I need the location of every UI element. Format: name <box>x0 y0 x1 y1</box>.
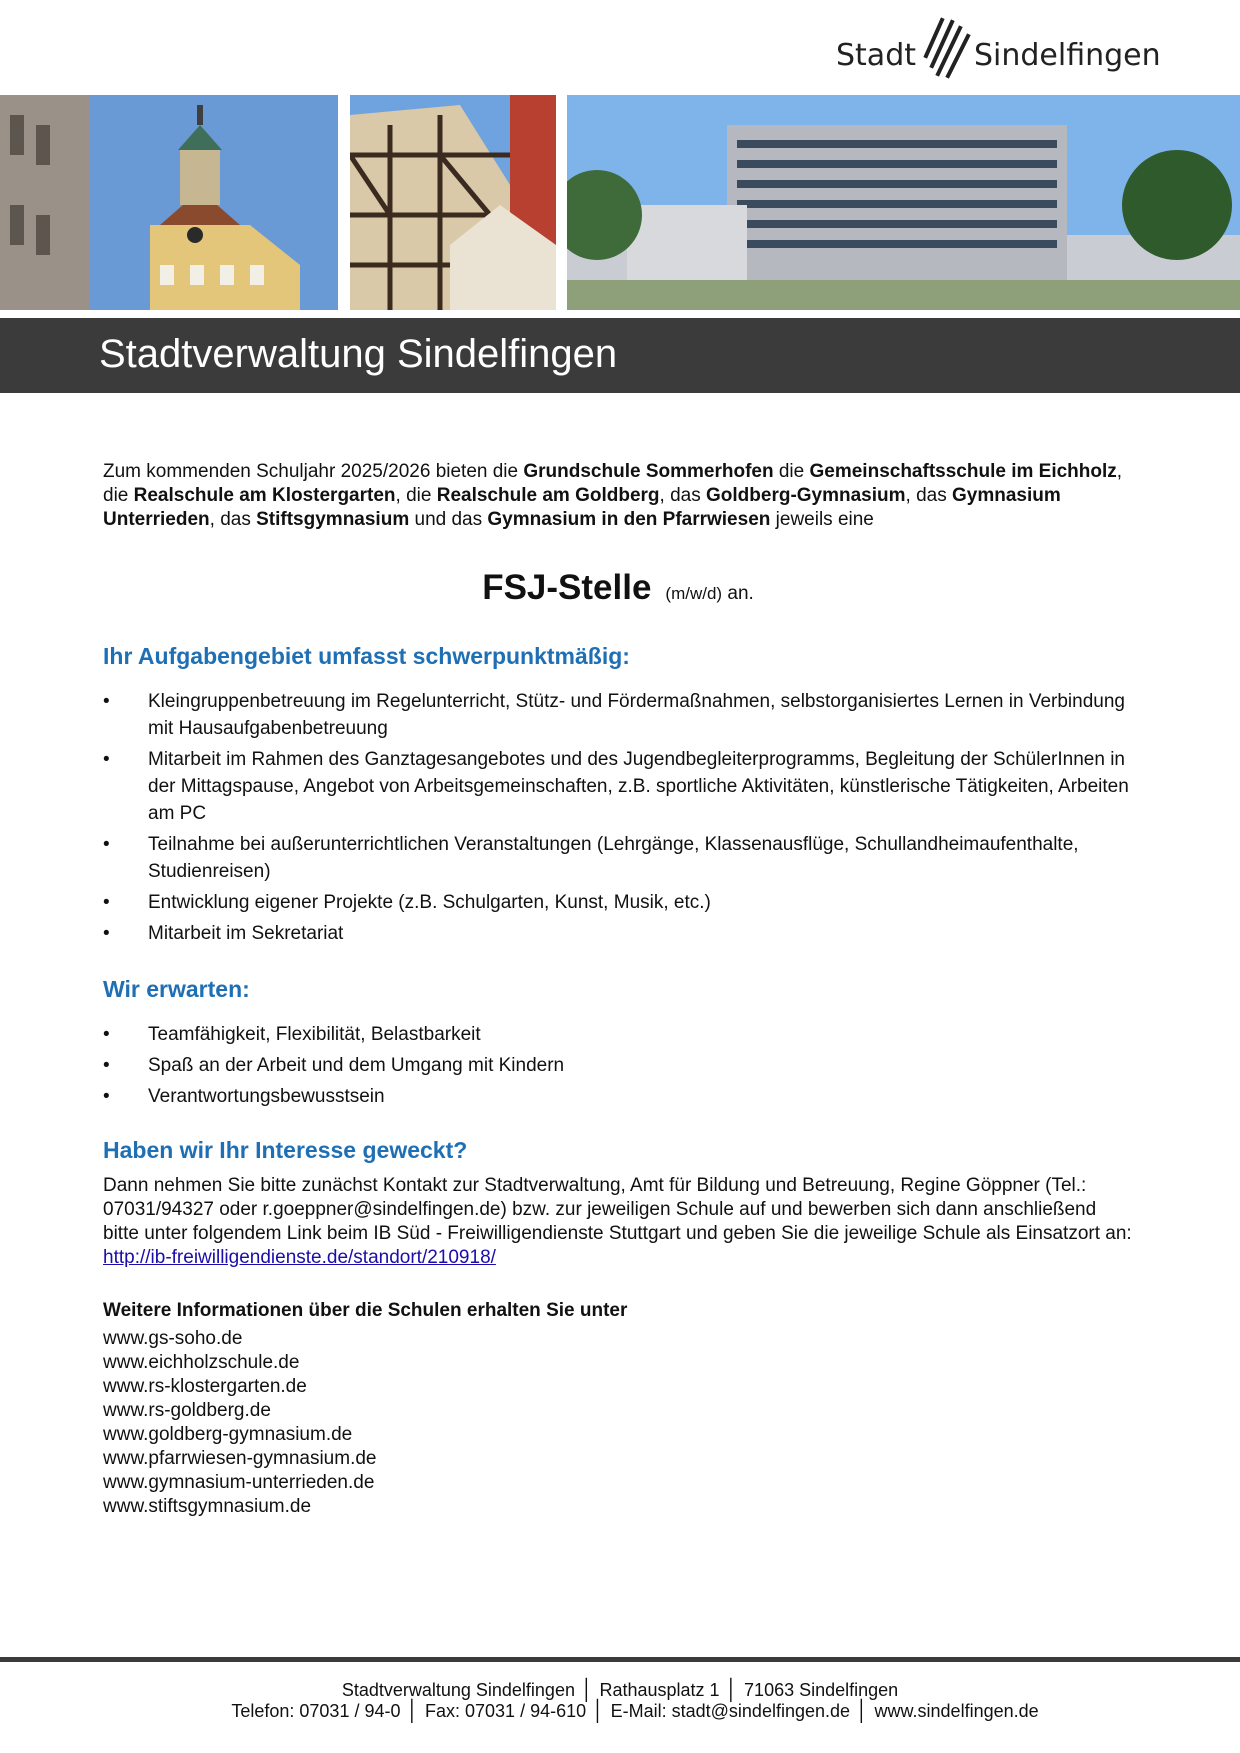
list-item <box>103 831 1133 885</box>
logo-word-stadt: Stadt <box>836 37 916 73</box>
footer-website[interactable]: www.sindelfingen.de <box>874 1701 1039 1721</box>
footer-separator: │ <box>580 1679 594 1701</box>
bullet-icon: • <box>103 691 110 712</box>
photo-timber-houses <box>350 95 556 310</box>
application-link[interactable]: http://ib-freiwilligendienste.de/standort/210918/ <box>103 1247 496 1268</box>
school-website-link[interactable]: www.pfarrwiesen-gymnasium.de <box>103 1448 377 1469</box>
school-website-link[interactable]: www.gymnasium-unterrieden.de <box>103 1472 375 1493</box>
footer-org: Stadtverwaltung Sindelfingen <box>341 1680 575 1700</box>
list-item-text: Spaß an der Arbeit und dem Umgang mit Kindern <box>148 1055 565 1076</box>
bullet-icon: • <box>103 834 110 855</box>
list-item <box>103 746 1133 827</box>
list-item-text: Verantwortungsbewusstsein <box>148 1086 385 1107</box>
list-item-text: Entwicklung eigener Projekte (z.B. Schulgarten, Kunst, Musik, etc.) <box>148 892 711 913</box>
position-name: FSJ-Stelle <box>482 568 652 607</box>
tasks-list <box>103 688 1133 947</box>
school-name: Gymnasium Unterrieden <box>103 485 1061 530</box>
photo-city-hall <box>567 95 1240 310</box>
list-item <box>103 1052 1133 1079</box>
intro-paragraph <box>103 460 1133 532</box>
school-website-link[interactable]: www.gs-soho.de <box>103 1328 243 1349</box>
footer-divider <box>0 1657 1240 1662</box>
list-item-text: Kleingruppenbetreuung im Regelunterricht, Stütz- und Fördermaßnahmen, selbstorganisiertes Lernen in Verbindung mit Hausaufgabenbetreuung <box>148 691 1125 739</box>
footer-separator: │ <box>592 1700 605 1722</box>
job-posting-content <box>103 460 1133 1519</box>
tasks-heading: Ihr Aufgabengebiet umfasst schwerpunktmäßig: <box>103 643 630 669</box>
intro-text: Zum kommenden Schuljahr 2025/2026 bieten die <box>103 461 524 482</box>
footer-separator: │ <box>406 1700 419 1722</box>
school-website-link[interactable]: www.stiftsgymnasium.de <box>103 1496 312 1517</box>
list-item <box>103 688 1133 742</box>
school-name: Realschule am Goldberg <box>436 485 660 506</box>
intro-text: , das <box>209 509 257 530</box>
list-item-text: Teilnahme bei außerunterrichtlichen Veranstaltungen (Lehrgänge, Klassenausflüge, Schullandheimaufenthalte, Studienreisen) <box>148 834 1079 882</box>
school-links-list <box>103 1327 1133 1519</box>
school-website-link[interactable]: www.goldberg-gymnasium.de <box>103 1424 353 1445</box>
footer-contact-row <box>0 1701 1240 1722</box>
list-item <box>103 920 1133 947</box>
school-website-link[interactable]: www.eichholzschule.de <box>103 1352 300 1373</box>
logo-word-sindelfingen: Sindelfingen <box>974 37 1161 73</box>
position-title <box>103 568 1133 618</box>
expectations-heading: Wir erwarten: <box>103 976 250 1002</box>
contact-text: Dann nehmen Sie bitte zunächst Kontakt zur Stadtverwaltung, Amt für Bildung und Betreuung, Regine Göppner (Tel.: 07031/94327 oder r.goeppner@sindelfingen.de) bzw. zur jeweiligen Schule auf und bewerben sich dann anschließend bitte unter folgendem Link beim IB Süd - Freiwilligendienste Stuttgart und geben Sie die jeweilige Schule als Einsatzort an: <box>103 1175 1132 1244</box>
bullet-icon: • <box>103 1024 110 1045</box>
school-website-link[interactable]: www.rs-klostergarten.de <box>103 1376 307 1397</box>
bullet-icon: • <box>103 749 110 770</box>
school-name: Realschule am Klostergarten <box>133 485 396 506</box>
intro-text: und das <box>409 509 488 530</box>
footer-email[interactable]: E-Mail: stadt@sindelfingen.de <box>610 1701 851 1721</box>
photo-old-town-hall <box>0 95 338 310</box>
school-name: Stiftsgymnasium <box>256 509 410 530</box>
intro-text: jeweils eine <box>770 509 874 530</box>
bullet-icon: • <box>103 923 110 944</box>
school-name: Gemeinschaftsschule im Eichholz <box>809 461 1117 482</box>
school-name: Goldberg-Gymnasium <box>706 485 906 506</box>
intro-text: , die <box>103 461 1123 506</box>
school-name: Grundschule Sommerhofen <box>523 461 774 482</box>
contact-paragraph <box>103 1174 1133 1270</box>
intro-text: , die <box>395 485 437 506</box>
intro-text: , das <box>659 485 706 506</box>
school-website-link[interactable]: www.rs-goldberg.de <box>103 1400 271 1421</box>
list-item-text: Mitarbeit im Rahmen des Ganztagesangebotes und des Jugendbegleiterprogramms, Begleitung der SchülerInnen in der Mittagspause, Angebot von Arbeitsgemeinschaften, z.B. sportliche Aktivitäten, künstlerische Tätigkeiten, Arbeiten am PC <box>148 749 1129 824</box>
logo-stripes-icon <box>922 16 972 80</box>
footer-address-row <box>0 1680 1240 1701</box>
footer-separator: │ <box>725 1679 739 1701</box>
intro-text: die <box>773 461 810 482</box>
footer-phone: Telefon: 07031 / 94-0 <box>231 1701 401 1721</box>
list-item <box>103 889 1133 916</box>
header-photo-strip <box>0 95 1240 310</box>
footer-fax: Fax: 07031 / 94-610 <box>425 1701 587 1721</box>
position-tail: an. <box>722 583 754 604</box>
list-item-text: Mitarbeit im Sekretariat <box>148 923 344 944</box>
list-item <box>103 1021 1133 1048</box>
interest-heading: Haben wir Ihr Interesse geweckt? <box>103 1137 468 1163</box>
footer-city: 71063 Sindelfingen <box>744 1680 899 1700</box>
school-name: Gymnasium in den Pfarrwiesen <box>487 509 771 530</box>
list-item <box>103 1083 1133 1110</box>
page-title: Stadtverwaltung Sindelfingen <box>99 332 618 376</box>
page-footer <box>0 1680 1240 1722</box>
school-links-heading: Weitere Informationen über die Schulen erhalten Sie unter <box>103 1300 628 1321</box>
expectations-list <box>103 1021 1133 1110</box>
bullet-icon: • <box>103 892 110 913</box>
intro-text: , das <box>905 485 953 506</box>
bullet-icon: • <box>103 1086 110 1107</box>
bullet-icon: • <box>103 1055 110 1076</box>
position-gender-note: (m/w/d) <box>665 584 723 603</box>
footer-separator: │ <box>856 1700 869 1722</box>
list-item-text: Teamfähigkeit, Flexibilität, Belastbarkeit <box>148 1024 481 1045</box>
city-logo <box>836 16 1161 80</box>
footer-street: Rathausplatz 1 <box>599 1680 720 1700</box>
title-banner <box>0 318 1240 393</box>
